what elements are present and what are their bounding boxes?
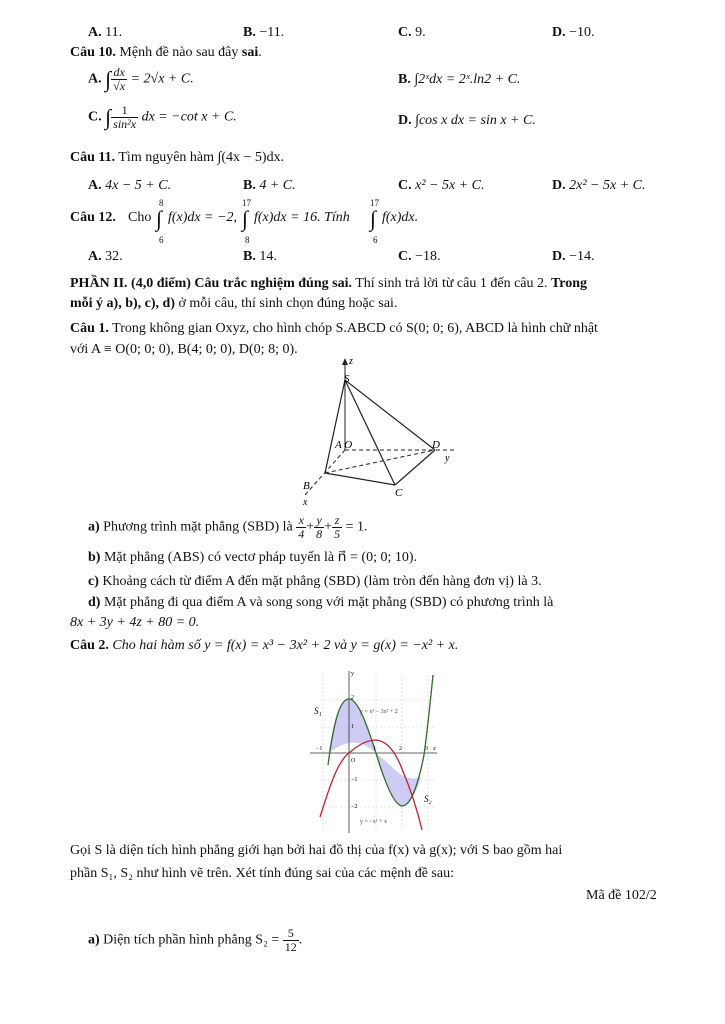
graph-tick-y2: 2 <box>351 695 354 701</box>
graph-tick-y1: 1 <box>351 724 354 730</box>
q11-option-b: B. 4 + C. <box>243 178 296 193</box>
graph-x-axis-label: x <box>433 746 436 752</box>
p2q1-statement-d: d) Mặt phẳng đi qua điểm A và song song với mặt phẳng (SBD) có phương trình là <box>88 595 554 610</box>
part2-instructions: mỗi ý a), b), c), d) ở mỗi câu, thí sinh chọn đúng hoặc sai. <box>70 296 398 311</box>
graph-tick-ym1: −1 <box>351 777 358 783</box>
fig-x-label: x <box>303 497 308 508</box>
q12-option-b: B. 14. <box>243 249 277 264</box>
fig-s-label: S <box>344 373 350 385</box>
page-footer-code: Mã đề 102/2 <box>586 888 657 903</box>
fig-d-label: D <box>432 439 440 451</box>
p2q2-paragraph-line1: Gọi S là diện tích hình phẳng giới hạn bởi hai đồ thị của f(x) và g(x); với S bao gồm hai <box>70 843 563 858</box>
graph-y-axis-label: y <box>351 671 354 677</box>
q10-option-b: B. ∫2ˣdx = 2ˣ.ln2 + C. <box>398 72 521 87</box>
q9-option-d: D. −10. <box>552 25 595 40</box>
q11-option-d: D. 2x² − 5x + C. <box>552 178 646 193</box>
q12-option-a: A. 32. <box>88 249 123 264</box>
p2q2-paragraph-line2: phần S₁, S₂ như hình vẽ trên. Xét tính đúng sai của các mệnh đề sau: <box>70 866 454 881</box>
p2q1-stem-line2: với A ≡ O(0; 0; 0), B(4; 0; 0), D(0; 8; 0). <box>70 342 298 357</box>
graph-origin-label: O <box>351 758 356 764</box>
graph-tick-x3: 3 <box>425 746 428 752</box>
graph-f-label: y = x³ − 3x² + 2 <box>360 709 398 715</box>
graph-tick-x2: 2 <box>399 746 402 752</box>
graph-g-label: y = −x² + x <box>360 819 387 825</box>
q9-option-a: A. 11. <box>88 25 123 40</box>
fig-c-label: C <box>395 487 403 499</box>
q12-stem: Câu 12. Cho ∫ 8 6 f(x)dx = −2, ∫ 17 8 f(x)dx = 16. Tính ∫ 17 6 f(x)dx. <box>70 198 419 245</box>
fig-z-label: z <box>349 356 353 367</box>
pyramid-figure <box>295 355 465 510</box>
p2q1-statement-a: a) Phương trình mặt phẳng (SBD) là $\frac{x}{4}$ + $\frac{y}{8}$ + $\frac{z}{5}$ = 1. <box>88 513 368 541</box>
q11-option-c: C. x² − 5x + C. <box>398 178 485 193</box>
part2-heading: PHẦN II. (4,0 điểm) Câu trắc nghiệm đúng sai. Thí sinh trả lời từ câu 1 đến câu 2. Trong <box>70 276 588 291</box>
function-graph <box>300 665 440 835</box>
p2q2-stem: Câu 2. Cho hai hàm số y = f(x) = x³ − 3x² + 2 và y = g(x) = −x² + x. <box>70 638 459 653</box>
fig-y-label: y <box>445 453 450 464</box>
p2q2-statement-a: a) Diện tích phần hình phẳng S₂ = $\frac{5}{12}$ . <box>88 926 303 954</box>
q9-option-c: C. 9. <box>398 25 426 40</box>
graph-tick-xm1: −1 <box>316 746 323 752</box>
q9-option-b: B. −11. <box>243 25 285 40</box>
p2q1-statement-d-equation: 8x + 3y + 4z + 80 = 0. <box>70 615 200 630</box>
p2q1-statement-b: b) Mặt phẳng (ABS) có vectơ pháp tuyến là n⃗ = (0; 0; 10). <box>88 550 418 565</box>
q11-stem: Câu 11. Tìm nguyên hàm ∫(4x − 5)dx. <box>70 150 285 165</box>
graph-tick-ym2: −2 <box>351 804 358 810</box>
q11-option-a: A. 4x − 5 + C. <box>88 178 172 193</box>
q10-option-d: D. ∫cos x dx = sin x + C. <box>398 113 536 128</box>
q12-option-d: D. −14. <box>552 249 595 264</box>
fig-ao-label: A O <box>335 439 353 451</box>
q10-stem: Câu 10. Mệnh đề nào sau đây sai. <box>70 45 262 60</box>
q10-option-a: A. ∫ $\frac{dx}{√x}$ = 2√x + C. <box>88 65 194 93</box>
q10-option-c: C. ∫ $\frac{1}{\text{sin²x}}$ dx = −cot x + C. <box>88 103 237 131</box>
graph-s1-label: S₁ <box>314 706 322 716</box>
fig-b-label: B <box>303 480 310 492</box>
q12-option-c: C. −18. <box>398 249 441 264</box>
graph-s2-label: S₂ <box>424 794 432 804</box>
p2q1-stem-line1: Câu 1. Trong không gian Oxyz, cho hình chóp S.ABCD có S(0; 0; 6), ABCD là hình chữ nhật <box>70 321 598 336</box>
graph-tick-x1: 1 <box>373 746 376 752</box>
p2q1-statement-c: c) Khoảng cách từ điểm A đến mặt phẳng (SBD) (làm tròn đến hàng đơn vị) là 3. <box>88 574 542 589</box>
